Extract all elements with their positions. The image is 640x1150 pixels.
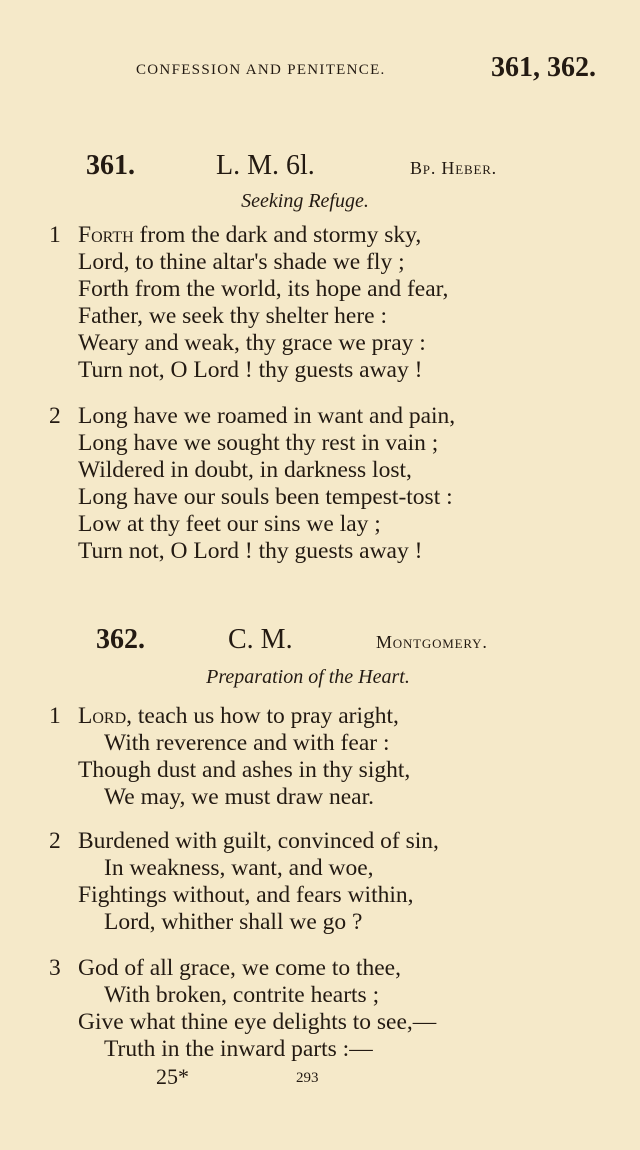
verse-line: Lord, whither shall we go ? xyxy=(104,909,363,935)
verse-line: Long have we sought thy rest in vain ; xyxy=(78,430,439,456)
verse-line: With broken, contrite hearts ; xyxy=(104,982,380,1008)
verse-line: Long have we roamed in want and pain, xyxy=(78,403,456,429)
verse-line: Burdened with guilt, convinced of sin, xyxy=(78,828,439,854)
stanza-number: 2 xyxy=(49,403,61,429)
signature-mark: 25* xyxy=(156,1064,189,1089)
verse-line: Lord, to thine altar's shade we fly ; xyxy=(78,249,405,275)
page-number: 293 xyxy=(296,1070,319,1086)
hymn-meter: L. M. 6l. xyxy=(216,150,315,181)
running-head-hymn-numbers: 361, 362. xyxy=(491,52,596,83)
hymn-number: 362. xyxy=(96,624,145,655)
verse-line: With reverence and with fear : xyxy=(104,730,390,756)
verse-line: Wildered in doubt, in darkness lost, xyxy=(78,457,412,483)
hymn-meter: C. M. xyxy=(228,624,293,655)
verse-line: Long have our souls been tempest-tost : xyxy=(78,484,453,510)
stanza-number: 1 xyxy=(49,222,61,248)
verse-line: Truth in the inward parts :— xyxy=(104,1036,373,1062)
verse-line: We may, we must draw near. xyxy=(104,784,375,810)
hymn-361-subtitle: Seeking Refuge. xyxy=(241,190,369,212)
verse-line: Turn not, O Lord ! thy guests away ! xyxy=(78,357,423,383)
running-head xyxy=(136,52,596,86)
verse-line: Lord, teach us how to pray aright, xyxy=(78,703,399,729)
hymn-362-header xyxy=(0,624,640,664)
hymn-author: Montgomery. xyxy=(376,632,488,652)
verse-line: Though dust and ashes in thy sight, xyxy=(78,757,411,783)
hymn-number: 361. xyxy=(86,150,135,181)
hymn-361-header xyxy=(0,150,640,190)
verse-line: Turn not, O Lord ! thy guests away ! xyxy=(78,538,423,564)
verse-line: God of all grace, we come to thee, xyxy=(78,955,401,981)
verse-line: Father, we seek thy shelter here : xyxy=(78,303,388,329)
stanza-number: 1 xyxy=(49,703,61,729)
running-head-title: CONFESSION AND PENITENCE. xyxy=(136,62,386,78)
stanza-number: 3 xyxy=(49,955,61,981)
verse-line: Give what thine eye delights to see,— xyxy=(78,1009,437,1035)
verse-line: Low at thy feet our sins we lay ; xyxy=(78,511,381,537)
hymn-362-subtitle: Preparation of the Heart. xyxy=(206,666,410,688)
verse-line: In weakness, want, and woe, xyxy=(104,855,374,881)
verse-line: Weary and weak, thy grace we pray : xyxy=(78,330,426,356)
stanza-number: 2 xyxy=(49,828,61,854)
verse-line: Forth from the world, its hope and fear, xyxy=(78,276,449,302)
verse-line: Forth from the dark and stormy sky, xyxy=(78,222,422,248)
hymn-author: Bp. Heber. xyxy=(410,158,497,178)
verse-line: Fightings without, and fears within, xyxy=(78,882,414,908)
